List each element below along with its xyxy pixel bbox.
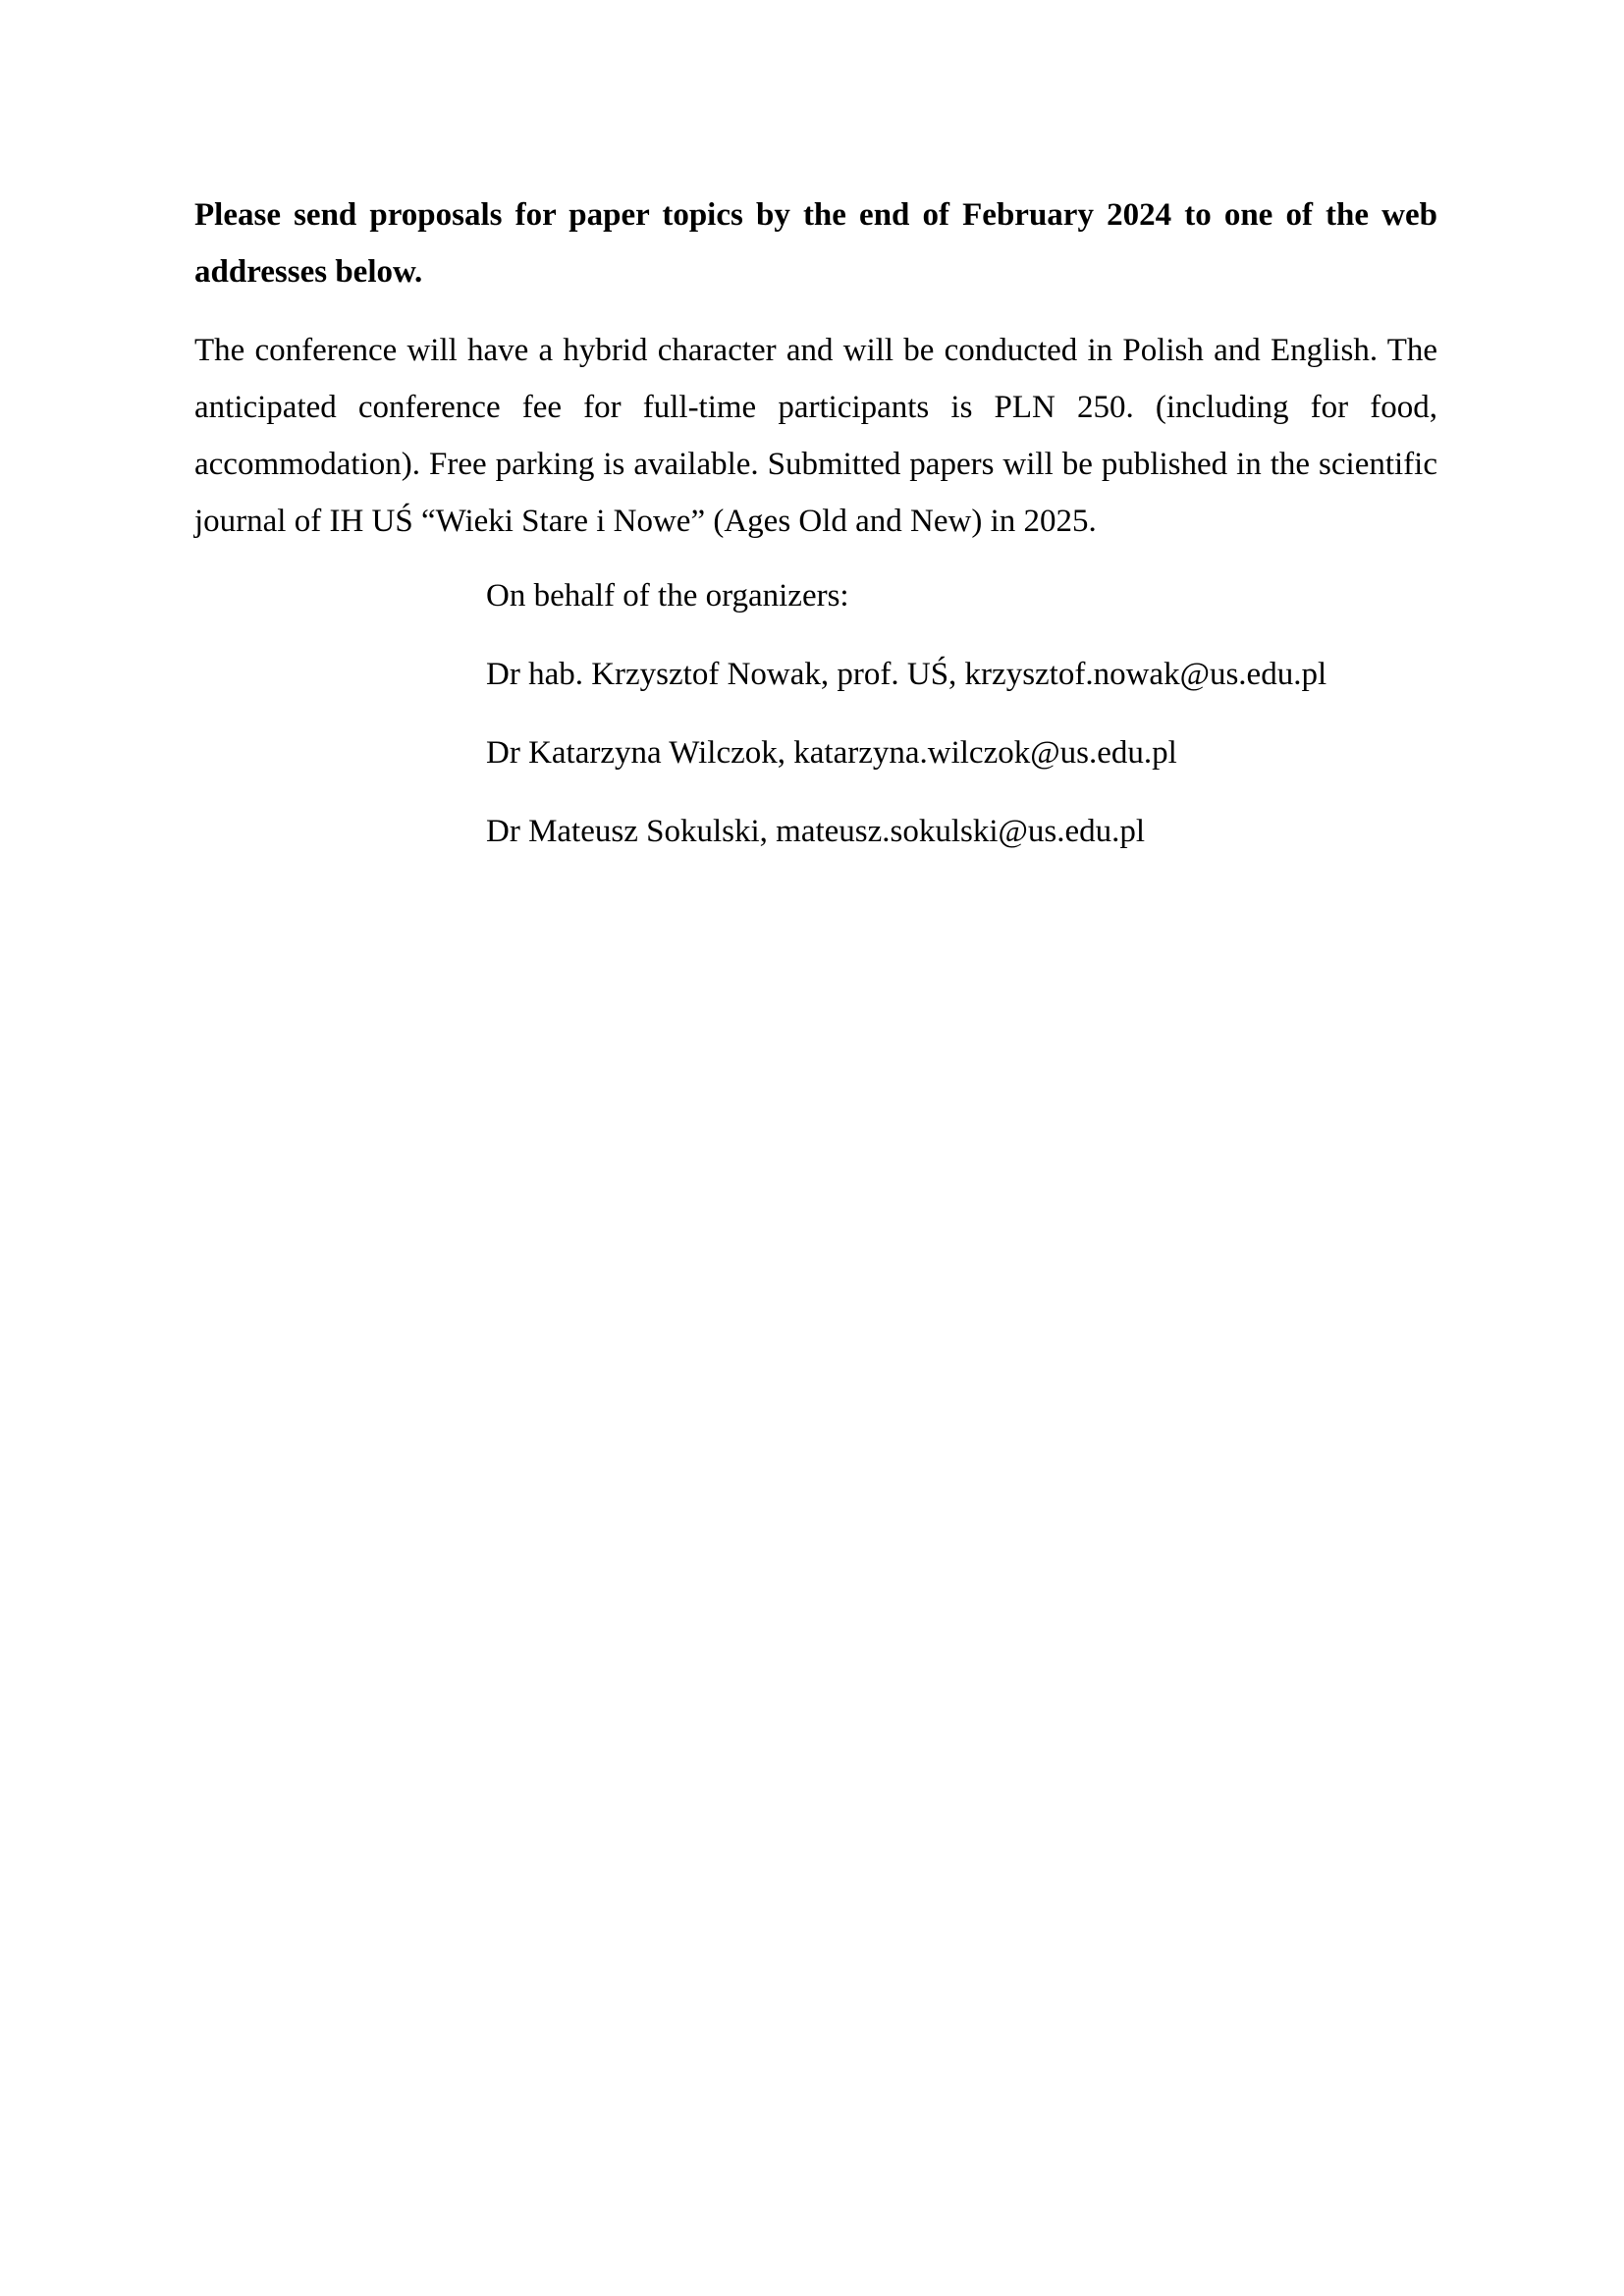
submission-notice: Please send proposals for paper topics by the end of February 2024 to one of the web addresses below.: [194, 197, 1437, 290]
signature-intro: On behalf of the organizers:: [486, 578, 849, 614]
signature-block: [486, 571, 1468, 885]
organizer-line: Dr Mateusz Sokulski, mateusz.sokulski@us.edu.pl: [486, 814, 1146, 849]
organizer-line: Dr Katarzyna Wilczok, katarzyna.wilczok@us.edu.pl: [486, 735, 1177, 771]
organizer-line: Dr hab. Krzysztof Nowak, prof. UŚ, krzysztof.nowak@us.edu.pl: [486, 657, 1327, 692]
conference-info-paragraph: The conference will have a hybrid character and will be conducted in Polish and English. The anticipated conference fee for full-time participants is PLN 250. (including for food, accommodation). Free parking is available. Submitted papers will be published in the scientific journal of IH UŚ “Wieki Stare i Nowe” (Ages Old and New) in 2025.: [194, 333, 1437, 539]
